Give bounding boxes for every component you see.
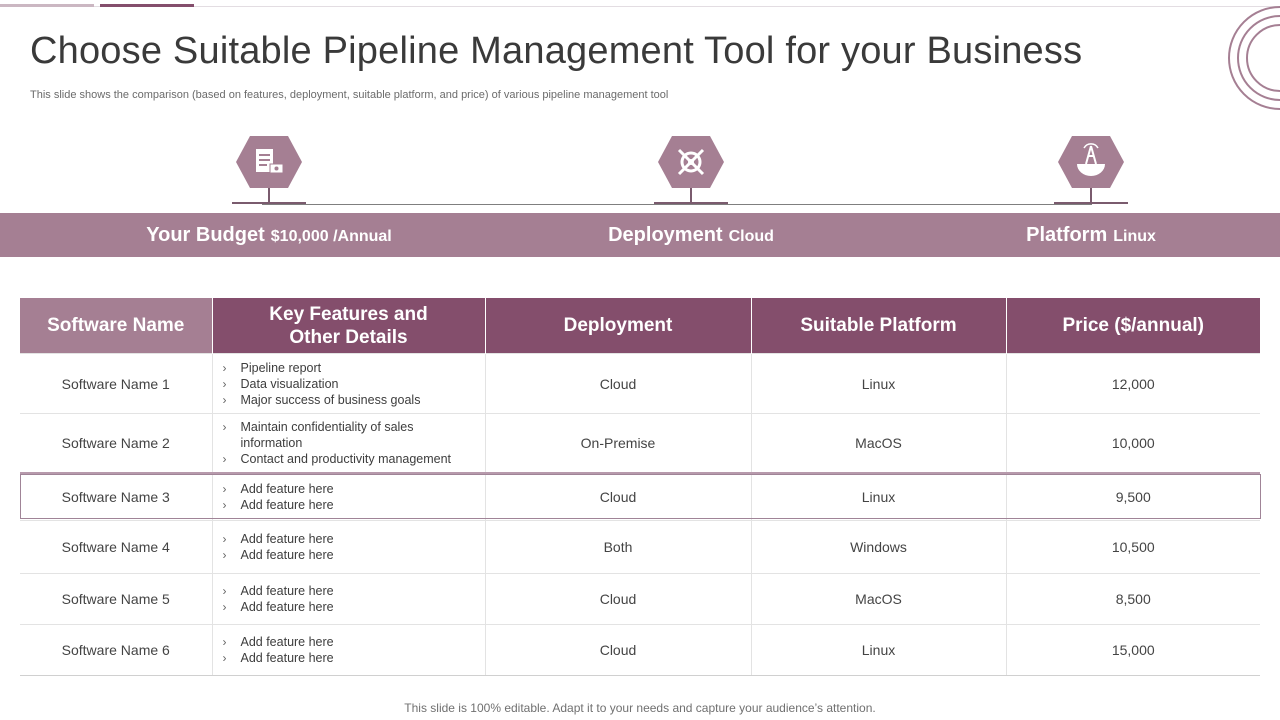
platform-cell: Linux — [751, 473, 1006, 521]
feature-item: › Add feature here — [223, 481, 485, 497]
globe-tower-icon — [1058, 136, 1124, 188]
summary-band — [0, 213, 1280, 257]
top-tab-2 — [100, 4, 194, 7]
feature-item: › Add feature here — [223, 531, 485, 547]
software-name-cell: Software Name 1 — [20, 354, 212, 414]
features-cell — [212, 521, 485, 574]
marker-base — [1054, 202, 1128, 204]
table-header-row — [20, 298, 1260, 354]
price-cell: 9,500 — [1006, 473, 1260, 521]
platform-cell: MacOS — [751, 414, 1006, 473]
software-name-cell: Software Name 6 — [20, 625, 212, 676]
feature-item: › Add feature here — [223, 599, 485, 615]
features-cell — [212, 354, 485, 414]
deployment-summary — [608, 213, 774, 257]
top-tab-1 — [0, 4, 94, 7]
price-cell: 8,500 — [1006, 574, 1260, 625]
platform-summary — [1026, 213, 1156, 257]
deployment-value: Cloud — [728, 228, 774, 245]
platform-cell: Windows — [751, 521, 1006, 574]
feature-item: › Add feature here — [223, 583, 485, 599]
platform-cell: Linux — [751, 354, 1006, 414]
deployment-cell: Cloud — [485, 354, 751, 414]
budget-summary — [146, 213, 391, 257]
feature-item: › Add feature here — [223, 497, 485, 513]
concentric-circles-icon — [1228, 6, 1280, 110]
features-cell — [212, 414, 485, 473]
feature-item: › Add feature here — [223, 634, 485, 650]
marker-stem — [690, 188, 692, 202]
features-cell — [212, 473, 485, 521]
page-subtitle: This slide shows the comparison (based on features, deployment, suitable platform, and price) of various pipeline management tool — [30, 89, 669, 101]
software-name-cell: Software Name 3 — [20, 473, 212, 521]
software-name-cell: Software Name 4 — [20, 521, 212, 574]
table-row — [20, 625, 1260, 676]
budget-value: $10,000 /Annual — [270, 228, 392, 245]
feature-item: › Data visualization — [223, 376, 485, 392]
header-software-name: Software Name — [20, 298, 212, 354]
budget-label: Your Budget — [146, 224, 265, 246]
deployment-cell: Cloud — [485, 625, 751, 676]
software-name-cell: Software Name 2 — [20, 414, 212, 473]
comparison-table — [20, 298, 1260, 676]
feature-item: › Add feature here — [223, 547, 485, 563]
platform-label: Platform — [1026, 224, 1108, 246]
deployment-cell: Cloud — [485, 574, 751, 625]
table-row — [20, 521, 1260, 574]
timeline-line — [262, 204, 1092, 205]
deployment-cell: Both — [485, 521, 751, 574]
feature-item: › Add feature here — [223, 650, 485, 666]
table-row — [20, 574, 1260, 625]
header-deployment: Deployment — [485, 298, 751, 354]
features-cell — [212, 625, 485, 676]
platform-cell: Linux — [751, 625, 1006, 676]
header-suitable-platform: Suitable Platform — [751, 298, 1006, 354]
price-cell: 12,000 — [1006, 354, 1260, 414]
price-cell: 10,000 — [1006, 414, 1260, 473]
price-cell: 10,500 — [1006, 521, 1260, 574]
feature-item: › Pipeline report — [223, 360, 485, 376]
tools-gear-icon — [658, 136, 724, 188]
document-icon — [236, 136, 302, 188]
header-key-features — [212, 298, 485, 354]
software-name-cell: Software Name 5 — [20, 574, 212, 625]
features-cell — [212, 574, 485, 625]
marker-stem — [268, 188, 270, 202]
platform-cell: MacOS — [751, 574, 1006, 625]
header-price: Price ($/annual) — [1006, 298, 1260, 354]
marker-base — [232, 202, 306, 204]
marker-base — [654, 202, 728, 204]
feature-item: › Major success of business goals — [223, 392, 485, 408]
feature-item: › Contact and productivity management — [223, 451, 485, 467]
marker-stem — [1090, 188, 1092, 202]
footer-note: This slide is 100% editable. Adapt it to your needs and capture your audience’s attention. — [404, 701, 876, 715]
table-row — [20, 354, 1260, 414]
price-cell: 15,000 — [1006, 625, 1260, 676]
deployment-label: Deployment — [608, 224, 723, 246]
page-title: Choose Suitable Pipeline Management Tool for your Business — [30, 30, 1083, 72]
deployment-cell: On-Premise — [485, 414, 751, 473]
feature-item: › Maintain confidentiality of sales information — [223, 419, 451, 451]
deployment-cell: Cloud — [485, 473, 751, 521]
platform-icon-marker — [1058, 136, 1124, 202]
table-row — [20, 414, 1260, 473]
header-key-features-text: Key Features and Other Details — [269, 303, 428, 348]
table-row-highlighted — [20, 473, 1260, 521]
budget-icon-marker — [236, 136, 302, 202]
deployment-icon-marker — [658, 136, 724, 202]
platform-value: Linux — [1113, 228, 1156, 245]
